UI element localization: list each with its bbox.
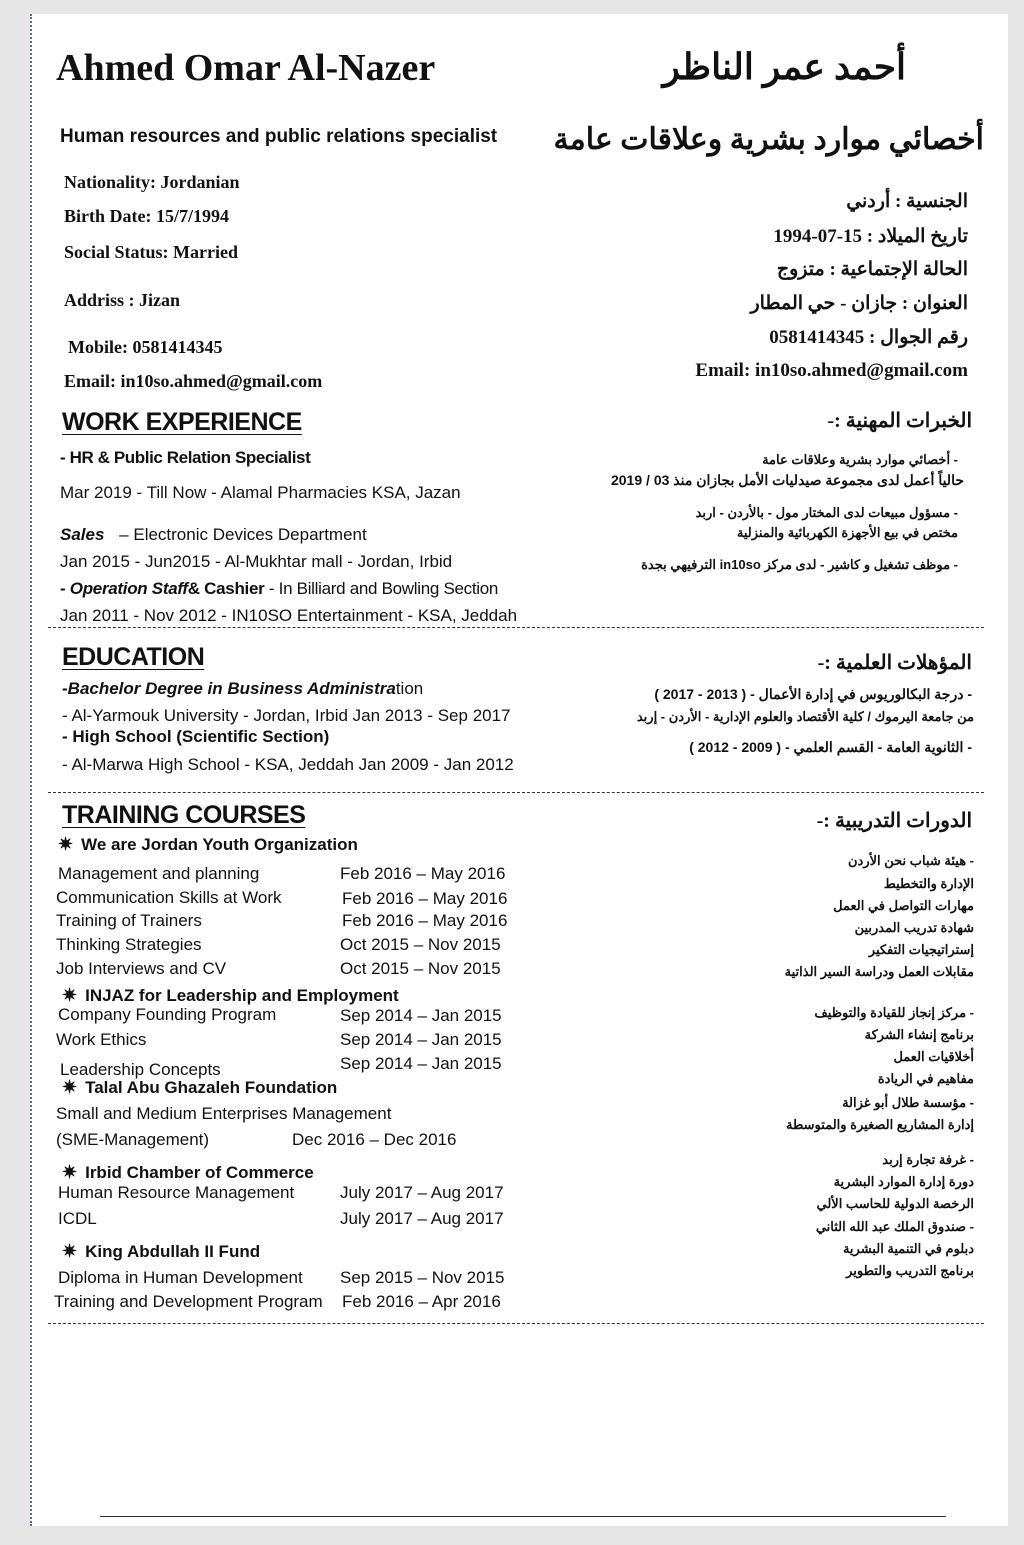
training-item-ar: برنامج إنشاء الشركة	[864, 1027, 974, 1042]
course-name: Work Ethics	[56, 1030, 147, 1049]
work-item-ar: مختص في بيع الأجهزة الكهربائية والمنزلية	[736, 525, 958, 540]
education-heading-ar: المؤهلات العلمية :-	[817, 652, 972, 674]
name-english: Ahmed Omar Al-Nazer	[56, 47, 436, 89]
course-dates: Sep 2014 – Jan 2015	[340, 1006, 502, 1025]
education-degree	[62, 679, 423, 699]
education-item-ar: من جامعة اليرموك / كلية الأقتصاد والعلوم الإدارية - الأردن - إربد	[636, 709, 974, 724]
training-heading-ar: الدورات التدريبية :-	[816, 810, 972, 832]
section-divider	[48, 1323, 984, 1324]
training-org	[62, 1241, 260, 1262]
work-item-ar: حالياً أعمل لدى مجموعة صيدليات الأمل بجازان منذ 03 / 2019	[610, 472, 964, 488]
work-item-dept: - In Billiard and Bowling Section	[268, 579, 499, 598]
training-org-name: Irbid Chamber of Commerce	[85, 1163, 314, 1182]
training-org-name: We are Jordan Youth Organization	[81, 835, 358, 854]
training-item-ar: برنامج التدريب والتطوير	[846, 1263, 974, 1278]
work-experience-heading-ar: الخبرات المهنية :-	[827, 410, 972, 432]
work-item-role: - Operation Staff	[60, 579, 188, 598]
training-item-ar: الرخصة الدولية للحاسب الألي	[816, 1196, 974, 1211]
work-item-details: Jan 2011 - Nov 2012 - IN10SO Entertainment - KSA, Jeddah	[60, 606, 518, 625]
course-name: Company Founding Program	[58, 1005, 277, 1024]
star-bullet-icon: ✷	[62, 1077, 78, 1097]
address-en: Addriss : Jizan	[64, 290, 181, 310]
course-dates: Sep 2014 – Jan 2015	[340, 1054, 502, 1073]
course-dates: Sep 2014 – Jan 2015	[340, 1030, 502, 1049]
course-dates: Oct 2015 – Nov 2015	[340, 959, 501, 978]
course-name: Small and Medium Enterprises Management	[56, 1104, 392, 1123]
section-divider	[48, 792, 984, 793]
training-item-ar: دبلوم في التنمية البشرية	[842, 1241, 974, 1256]
page-margin-line	[30, 14, 32, 1526]
training-item-ar: مقابلات العمل ودراسة السير الذاتية	[784, 964, 974, 979]
course-dates: Dec 2016 – Dec 2016	[292, 1130, 457, 1149]
training-org-name: King Abdullah II Fund	[85, 1242, 261, 1261]
training-item-ar: أخلاقيات العمل	[893, 1049, 974, 1064]
name-arabic: أحمد عمر الناظر	[662, 47, 906, 87]
training-item-ar: - مركز إنجاز للقيادة والتوظيف	[814, 1005, 974, 1020]
work-item-role-extra: & Cashier	[187, 579, 265, 598]
course-dates: Feb 2016 – May 2016	[342, 889, 508, 908]
email-ar[interactable]: Email: in10so.ahmed@gmail.com	[695, 360, 968, 381]
education-detail: - Al-Yarmouk University - Jordan, Irbid Jan 2013 - Sep 2017	[62, 706, 511, 725]
training-item-ar: - غرفة تجارة إربد	[882, 1152, 974, 1167]
training-heading: TRAINING COURSES	[62, 801, 306, 829]
course-name: Management and planning	[58, 864, 260, 883]
course-name: Leadership Concepts	[60, 1060, 221, 1079]
course-dates: Feb 2016 – May 2016	[342, 911, 508, 930]
course-dates: July 2017 – Aug 2017	[340, 1183, 504, 1202]
work-item-ar: - أخصائي موارد بشرية وعلاقات عامة	[762, 452, 958, 467]
course-name: ICDL	[58, 1209, 97, 1228]
training-item-ar: الإدارة والتخطيط	[883, 876, 974, 891]
birth-date-en: Birth Date: 15/7/1994	[64, 206, 229, 226]
star-bullet-icon: ✷	[58, 834, 74, 854]
work-item-ar: - مسؤول مبيعات لدى المختار مول - بالأردن - اربد	[695, 505, 958, 520]
education-degree: - High School (Scientific Section)	[62, 727, 330, 746]
address-ar: العنوان : جازان - حي المطار	[750, 293, 968, 314]
course-dates: Oct 2015 – Nov 2015	[340, 935, 501, 954]
course-name: Training of Trainers	[56, 911, 202, 930]
course-name: Communication Skills at Work	[56, 888, 282, 907]
social-status-ar: الحالة الإجتماعية : متزوج	[776, 259, 968, 280]
course-dates: July 2017 – Aug 2017	[340, 1209, 504, 1228]
training-item-ar: دورة إدارة الموارد البشرية	[833, 1174, 974, 1189]
mobile-ar: رقم الجوال : 0581414345	[769, 327, 968, 348]
course-name: Thinking Strategies	[56, 935, 202, 954]
education-item-ar: - الثانوية العامة - القسم العلمي - ( 2009 - 2012 )	[689, 739, 972, 755]
work-item-details: Jan 2015 - Jun2015 - Al-Mukhtar mall - Jordan, Irbid	[60, 552, 453, 571]
work-item-dept: – Electronic Devices Department	[119, 525, 367, 544]
star-bullet-icon: ✷	[62, 985, 78, 1005]
job-title-arabic: أخصائي موارد بشرية وعلاقات عامة	[553, 123, 984, 156]
training-item-ar: - مؤسسة طلال أبو غزالة	[842, 1095, 974, 1110]
education-degree-tail: tion	[395, 679, 424, 698]
training-item-ar: شهادة تدريب المدربين	[854, 920, 974, 935]
education-item-ar: - درجة البكالوريوس في إدارة الأعمال - ( 2013 - 2017 )	[654, 686, 972, 702]
training-org	[62, 1077, 337, 1098]
nationality-en: Nationality: Jordanian	[64, 172, 240, 192]
work-experience-heading: WORK EXPERIENCE	[62, 408, 302, 436]
course-name: Training and Development Program	[54, 1292, 323, 1311]
training-org-name: Talal Abu Ghazaleh Foundation	[85, 1078, 338, 1097]
work-item-ar: - موظف تشغيل و كاشير - لدى مركز in10so الترفيهي بجدة	[641, 557, 958, 572]
social-status-en: Social Status: Married	[64, 242, 238, 262]
email-en[interactable]: Email: in10so.ahmed@gmail.com	[64, 371, 323, 391]
work-item-title	[60, 579, 498, 599]
section-divider	[48, 627, 984, 628]
training-org	[62, 1162, 314, 1183]
course-name: Human Resource Management	[58, 1183, 295, 1202]
education-heading: EDUCATION	[62, 643, 205, 671]
training-item-ar: - صندوق الملك عبد الله الثاني	[815, 1219, 974, 1234]
work-item-role: Sales	[60, 525, 105, 544]
training-org	[62, 985, 399, 1006]
work-item-title	[60, 525, 367, 545]
course-dates: Sep 2015 – Nov 2015	[340, 1268, 505, 1287]
training-item-ar: مفاهيم في الريادة	[877, 1071, 974, 1086]
training-item-ar: - هيئة شباب نحن الأردن	[847, 853, 974, 868]
education-detail: - Al-Marwa High School - KSA, Jeddah Jan 2009 - Jan 2012	[62, 755, 514, 774]
nationality-ar: الجنسية : أردني	[846, 191, 968, 212]
course-name: Diploma in Human Development	[58, 1268, 303, 1287]
training-org	[58, 834, 358, 855]
footer-line	[100, 1516, 946, 1517]
training-item-ar: إستراتيجيات التفكير	[868, 942, 974, 957]
star-bullet-icon: ✷	[62, 1162, 78, 1182]
training-item-ar: إدارة المشاريع الصغيرة والمتوسطة	[786, 1117, 974, 1132]
job-title-english: Human resources and public relations specialist	[60, 126, 498, 147]
training-item-ar: مهارات التواصل في العمل	[833, 898, 974, 913]
star-bullet-icon: ✷	[62, 1241, 78, 1261]
course-name: (SME-Management)	[56, 1130, 210, 1149]
work-item-title: - HR & Public Relation Specialist	[60, 448, 311, 467]
training-org-name: INJAZ for Leadership and Employment	[85, 986, 399, 1005]
course-name: Job Interviews and CV	[56, 959, 227, 978]
education-degree-text: -Bachelor Degree in Business Administra	[62, 679, 396, 698]
course-dates: Feb 2016 – May 2016	[340, 864, 506, 883]
birth-date-ar: تاريخ الميلاد : 15-07-1994	[773, 226, 968, 247]
work-item-details: Mar 2019 - Till Now - Alamal Pharmacies KSA, Jazan	[60, 483, 461, 502]
mobile-en: Mobile: 0581414345	[68, 337, 223, 357]
course-dates: Feb 2016 – Apr 2016	[342, 1292, 501, 1311]
